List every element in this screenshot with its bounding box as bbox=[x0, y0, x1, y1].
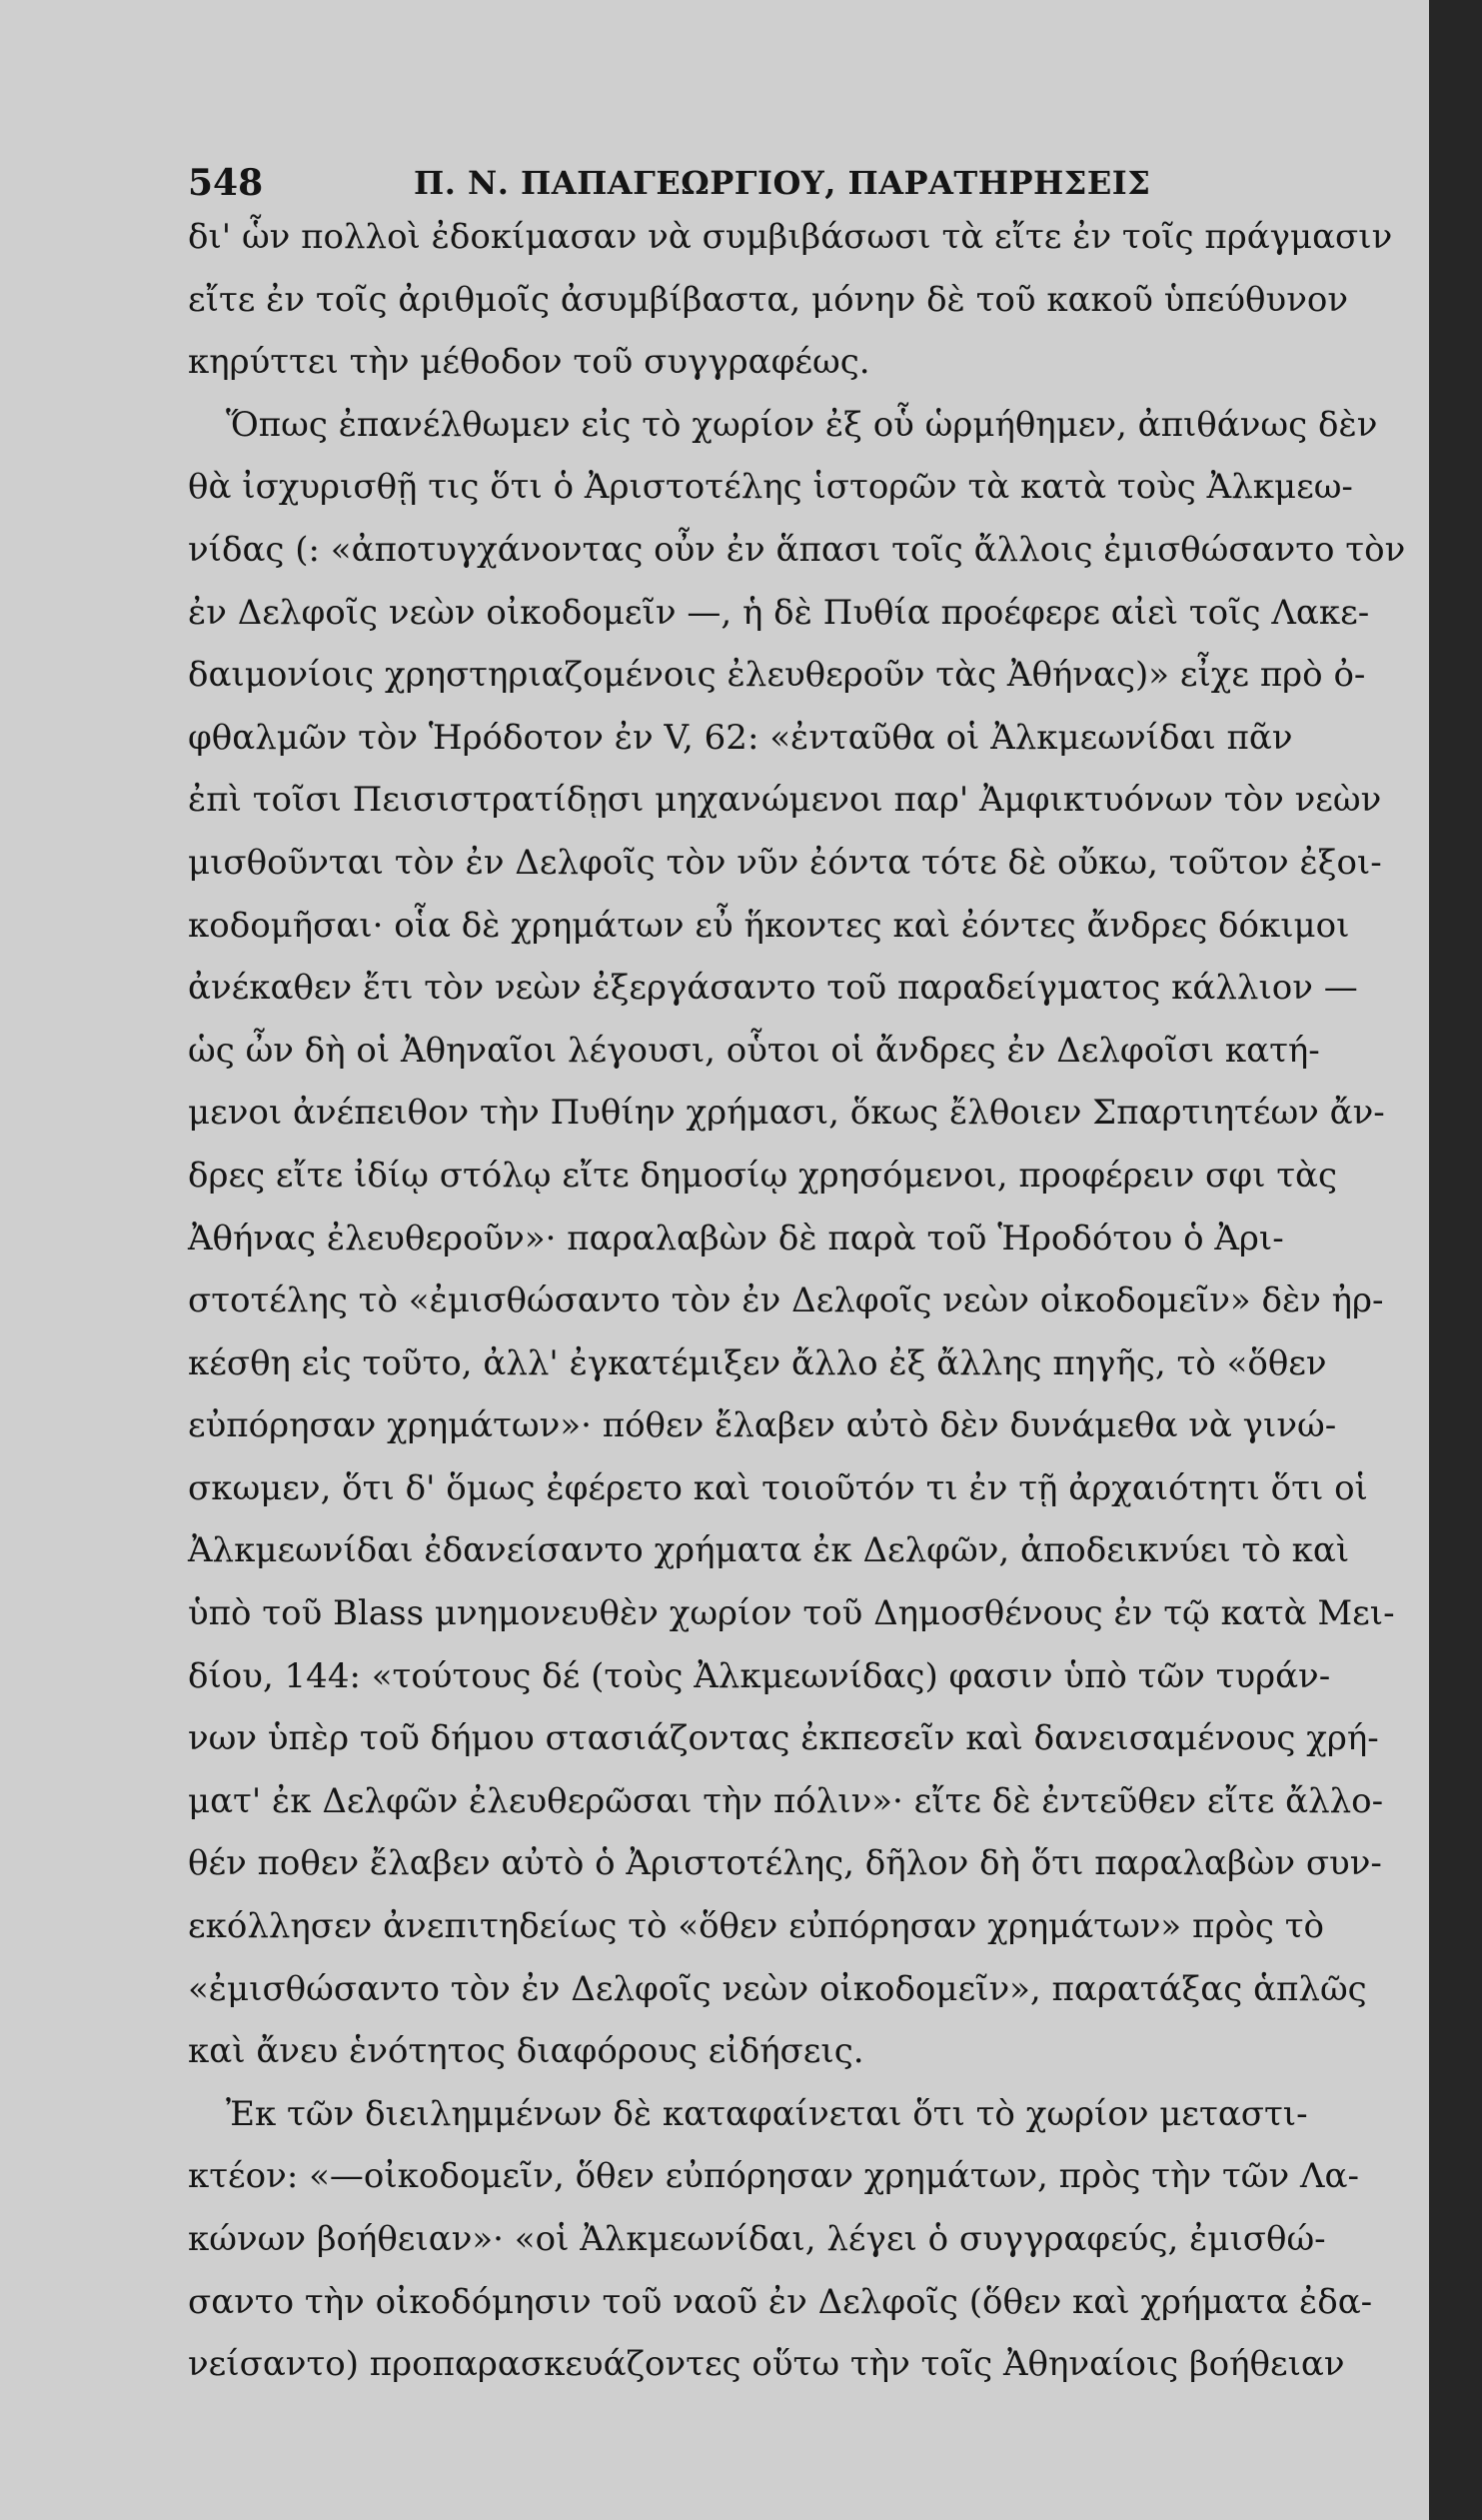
text-line: νων ὑπὲρ τοῦ δήμου στασιάζοντας ἐκπεσεῖν καὶ δανεισαμένους χρή- bbox=[188, 1718, 1379, 1759]
text-line: σκωμεν, ὅτι δ' ὅμως ἐφέρετο καὶ τοιοῦτόν τι ἐν τῇ ἀρχαιότητι ὅτι οἱ bbox=[188, 1467, 1368, 1508]
text-line: δι' ὧν πολλοὶ ἐδοκίμασαν νὰ συμβιβάσωσι τὰ εἴτε ἐν τοῖς πράγμασιν bbox=[188, 217, 1393, 257]
running-head: Π. Ν. ΠΑΠΑΓΕΩΡΓΙΟΥ, ΠΑΡΑΤΗΡΗΣΕΙΣ bbox=[414, 164, 1151, 202]
body-text bbox=[188, 206, 1406, 2396]
text-line: κέσθη εἰς τοῦτο, ἀλλ' ἐγκατέμιξεν ἄλλο ἐξ ἄλλης πηγῆς, τὸ «ὅθεν bbox=[188, 1342, 1327, 1383]
text-line: θὰ ἰσχυρισθῇ τις ὅτι ὁ Ἀριστοτέλης ἱστορῶν τὰ κατὰ τοὺς Ἀλκμεω- bbox=[188, 467, 1353, 508]
text-line: «ἐμισθώσαντο τὸν ἐν Δελφοῖς νεὼν οἰκοδομεῖν», παρατάξας ἁπλῶς bbox=[188, 1968, 1367, 2009]
text-line: Ἀλκμεωνίδαι ἐδανείσαντο χρήματα ἐκ Δελφῶν, ἀποδεικνύει τὸ καὶ bbox=[188, 1530, 1350, 1571]
text-line: κηρύττει τὴν μέθοδον τοῦ συγγραφέως. bbox=[188, 342, 870, 383]
text-line: μενοι ἀνέπειθον τὴν Πυθίην χρήμασι, ὅκως ἔλθοιεν Σπαρτιητέων ἄν- bbox=[188, 1093, 1385, 1134]
text-line: κοδομῆσαι· οἷα δὲ χρημάτων εὖ ἥκοντες καὶ ἐόντες ἄνδρες δόκιμοι bbox=[188, 905, 1350, 946]
text-line: ὑπὸ τοῦ Blass μνημονευθὲν χωρίον τοῦ Δημοσθένους ἐν τῷ κατὰ Μει- bbox=[188, 1593, 1395, 1634]
text-line: ἐν Δελφοῖς νεὼν οἰκοδομεῖν —, ἡ δὲ Πυθία προέφερε αἰεὶ τοῖς Λακε- bbox=[188, 592, 1370, 633]
text-line: νείσαντο) προπαρασκευάζοντες οὕτω τὴν τοῖς Ἀθηναίοις βοήθειαν bbox=[188, 2344, 1345, 2385]
text-line: κώνων βοήθειαν»· «οἱ Ἀλκμεωνίδαι, λέγει ὁ συγγραφεύς, ἐμισθώ- bbox=[188, 2219, 1326, 2259]
text-line: μισθοῦνται τὸν ἐν Δελφοῖς τὸν νῦν ἐόντα τότε δὲ οὔκω, τοῦτον ἐξοι- bbox=[188, 842, 1382, 883]
text-line: ὡς ὦν δὴ οἱ Ἀθηναῖοι λέγουσι, οὗτοι οἱ ἄνδρες ἐν Δελφοῖσι κατή- bbox=[188, 1030, 1320, 1071]
text-line: σαντο τὴν οἰκοδόμησιν τοῦ ναοῦ ἐν Δελφοῖς (ὅθεν καὶ χρήματα ἐδα- bbox=[188, 2281, 1373, 2322]
text-line: ἐπὶ τοῖσι Πεισιστρατίδῃσι μηχανώμενοι παρ' Ἀμφικτυόνων τὸν νεὼν bbox=[188, 780, 1382, 821]
page-number: 548 bbox=[188, 162, 264, 204]
text-line: δαιμονίοις χρηστηριαζομένοις ἐλευθεροῦν τὰς Ἀθήνας)» εἶχε πρὸ ὀ- bbox=[188, 655, 1366, 696]
text-line: δίου, 144: «τούτους δέ (τοὺς Ἀλκμεωνίδας) φασιν ὑπὸ τῶν τυράν- bbox=[188, 1655, 1331, 1696]
page-header bbox=[188, 162, 1247, 202]
text-line: φθαλμῶν τὸν Ἡρόδοτον ἐν V, 62: «ἐνταῦθα οἱ Ἀλκμεωνίδαι πᾶν bbox=[188, 717, 1293, 758]
text-line: εἴτε ἐν τοῖς ἀριθμοῖς ἀσυμβίβαστα, μόνην δὲ τοῦ κακοῦ ὑπεύθυνον bbox=[188, 279, 1348, 320]
text-line: Ἀθήνας ἐλευθεροῦν»· παραλαβὼν δὲ παρὰ τοῦ Ἡροδότου ὁ Ἀρι- bbox=[188, 1218, 1284, 1259]
text-line: εκόλλησεν ἀνεπιτηδείως τὸ «ὅθεν εὐπόρησαν χρημάτων» πρὸς τὸ bbox=[188, 1906, 1324, 1947]
text-line: καὶ ἄνευ ἑνότητος διαφόρους εἰδήσεις. bbox=[188, 2031, 864, 2072]
text-line: κτέον: «—οἰκοδομεῖν, ὅθεν εὐπόρησαν χρημάτων, πρὸς τὴν τῶν Λα- bbox=[188, 2156, 1359, 2197]
text-line: εὐπόρησαν χρημάτων»· πόθεν ἔλαβεν αὐτὸ δὲν δυνάμεθα νὰ γινώ- bbox=[188, 1405, 1337, 1446]
text-line: δρες εἴτε ἰδίῳ στόλῳ εἴτε δημοσίῳ χρησόμενοι, προφέρειν σφι τὰς bbox=[188, 1155, 1338, 1196]
text-line: Ὅπως ἐπανέλθωμεν εἰς τὸ χωρίον ἐξ οὗ ὡρμήθημεν, ἀπιθάνως δὲν bbox=[226, 404, 1378, 445]
text-line: νίδας (: «ἀποτυγχάνοντας οὖν ἐν ἅπασι τοῖς ἄλλοις ἐμισθώσαντο τὸν bbox=[188, 529, 1406, 570]
text-line: ματ' ἐκ Δελφῶν ἐλευθερῶσαι τὴν πόλιν»· εἴτε δὲ ἐντεῦθεν εἴτε ἄλλο- bbox=[188, 1780, 1384, 1821]
text-line: ἀνέκαθεν ἔτι τὸν νεὼν ἐξεργάσαντο τοῦ παραδείγματος κάλλιον — bbox=[188, 968, 1358, 1009]
book-gutter-shadow bbox=[1429, 0, 1482, 2520]
text-line: θέν ποθεν ἔλαβεν αὐτὸ ὁ Ἀριστοτέλης, δῆλον δὴ ὅτι παραλαβὼν συν- bbox=[188, 1843, 1382, 1884]
text-line: στοτέλης τὸ «ἐμισθώσαντο τὸν ἐν Δελφοῖς νεὼν οἰκοδομεῖν» δὲν ἠρ- bbox=[188, 1280, 1384, 1321]
text-line: Ἐκ τῶν διειλημμένων δὲ καταφαίνεται ὅτι τὸ χωρίον μεταστι- bbox=[226, 2093, 1308, 2134]
